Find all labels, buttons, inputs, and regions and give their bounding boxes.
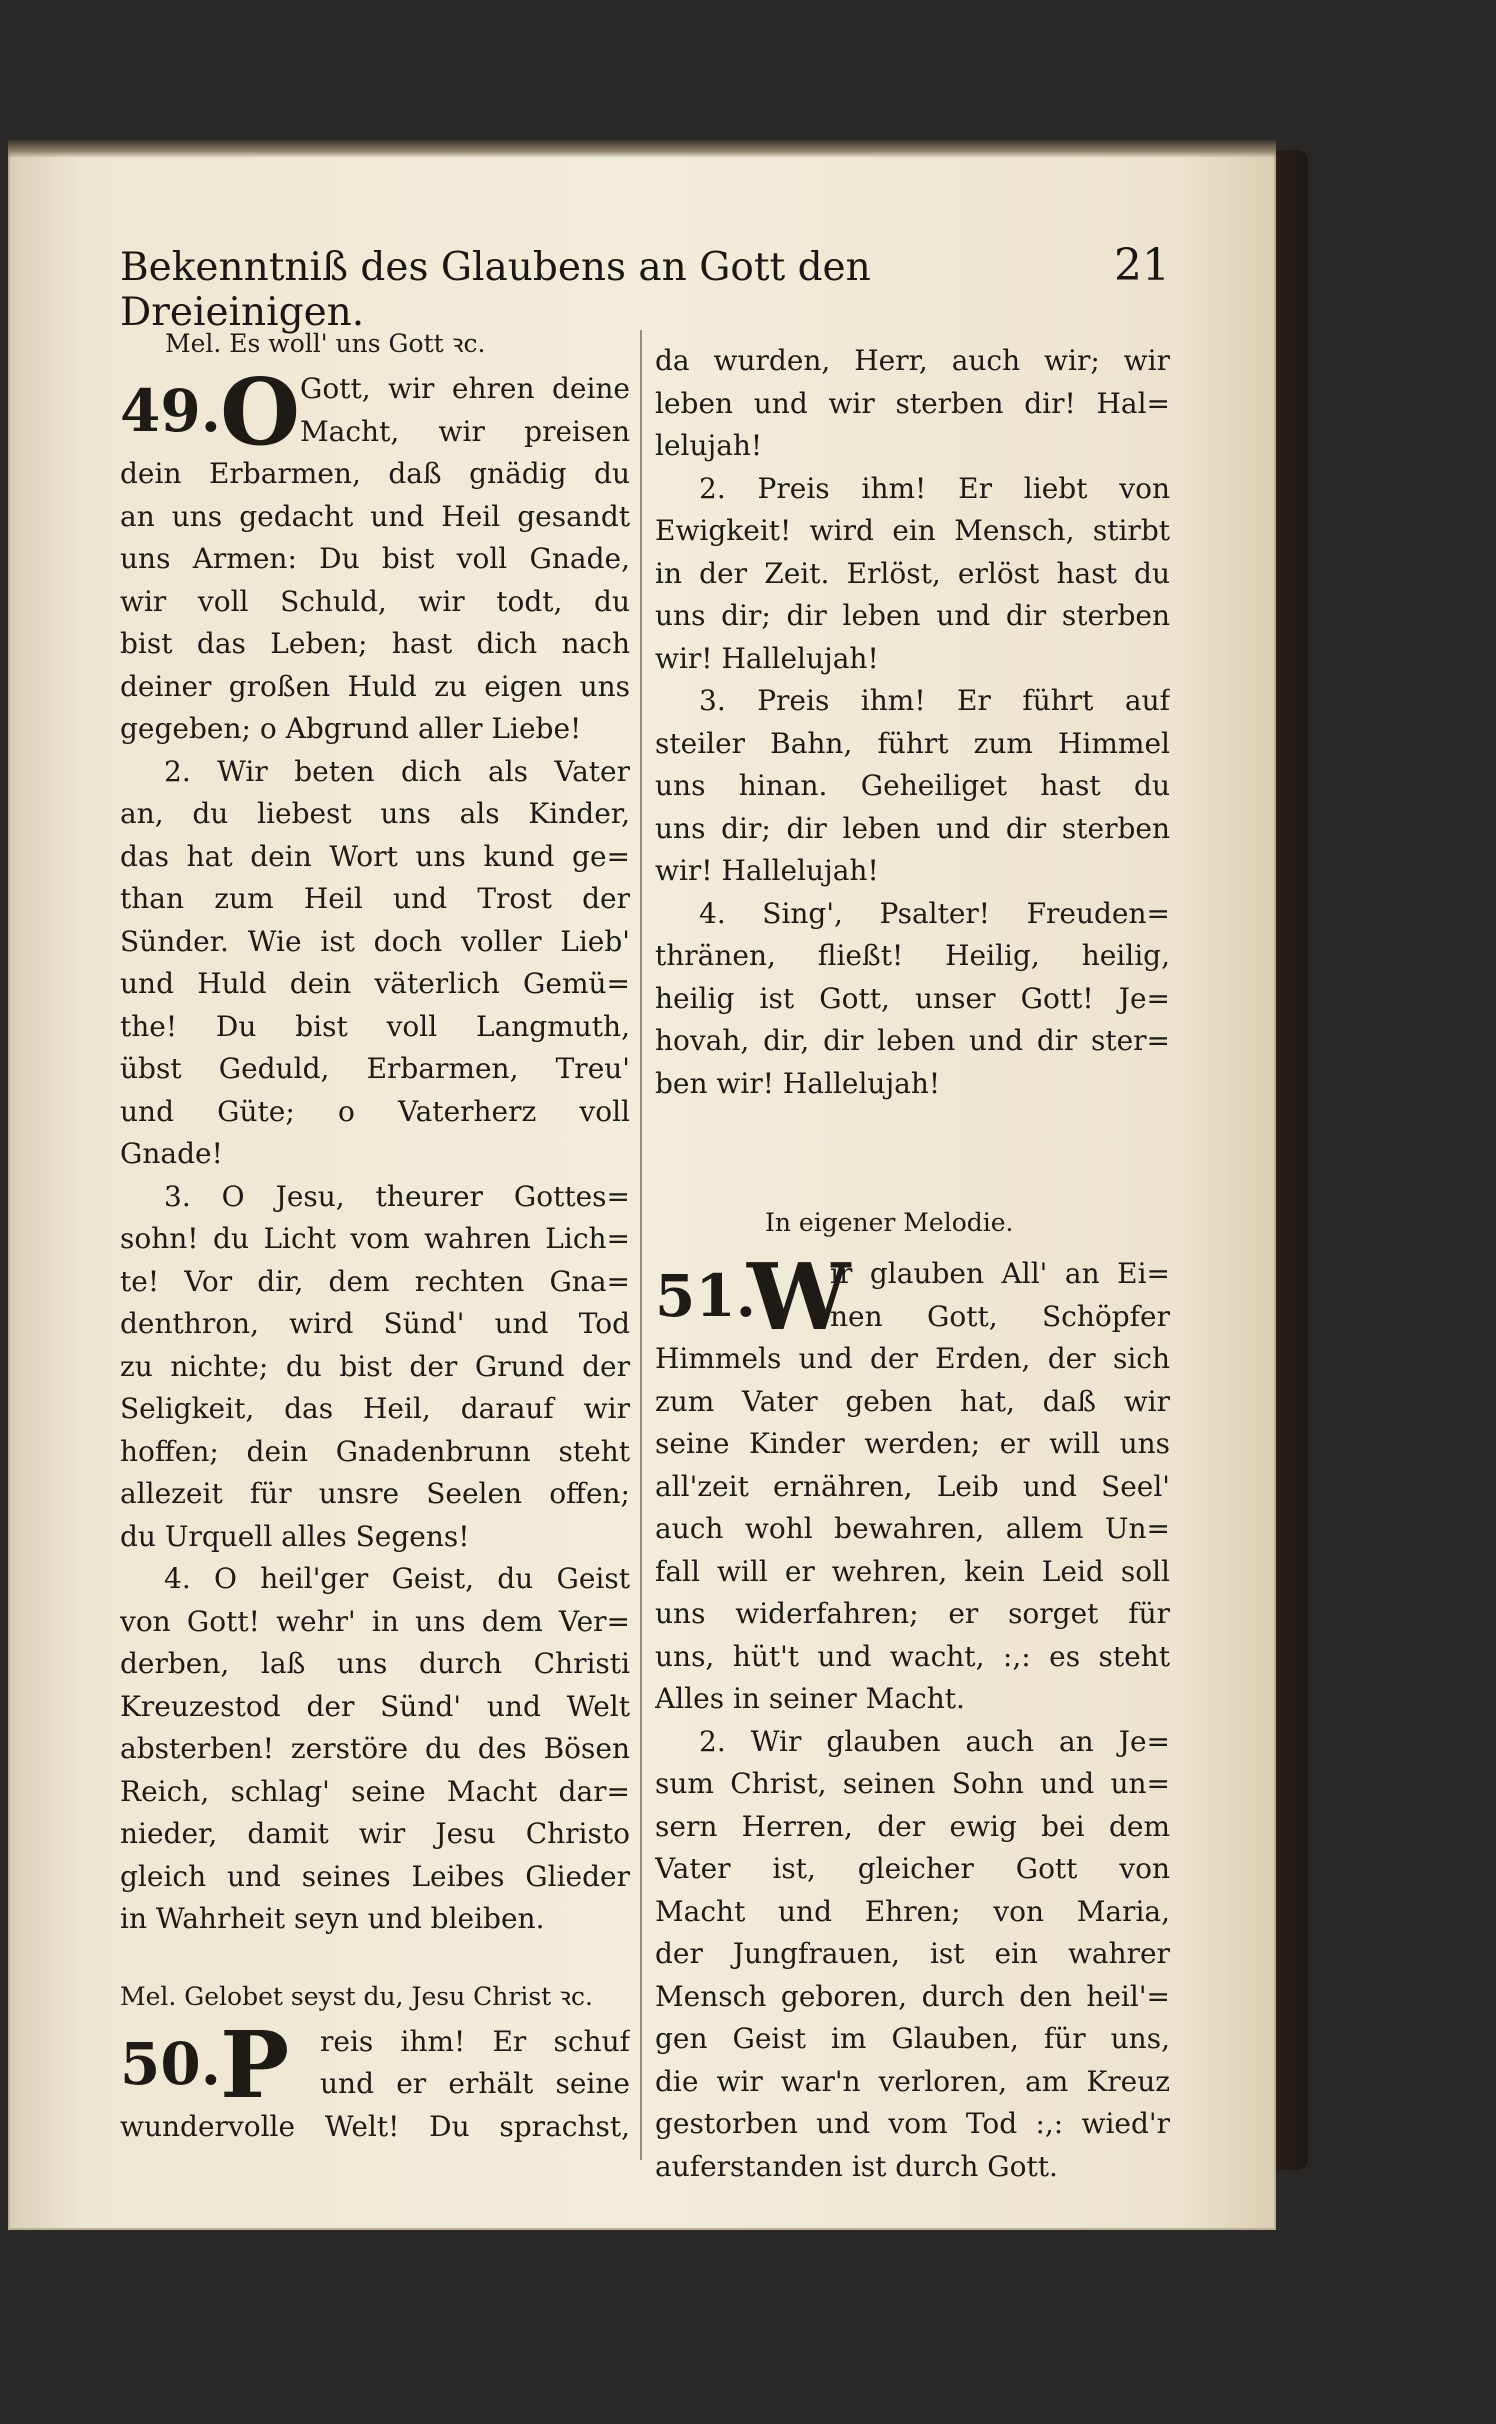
hymn-50-continuation <box>655 340 1170 1105</box>
hymn-51-line: auch wohl bewahren, allem Un= <box>655 1512 1170 1545</box>
hymn-49-line: denthron, wird Sünd' und Tod <box>120 1307 630 1340</box>
hymn-51-line: sern Herren, der ewig bei dem <box>655 1809 1170 1843</box>
hymn-49-line: Reich, schlag' seine Macht dar= <box>120 1774 630 1808</box>
hymn-51-head-lines <box>830 1253 1170 1338</box>
hymn-49-line: 4. O heil'ger Geist, du Geist <box>164 1562 630 1595</box>
hymn-50-line: hovah, dir, dir leben und dir ster= <box>655 1024 1170 1057</box>
hymn-50-line: uns dir; dir leben und dir sterben <box>655 599 1170 632</box>
hymn-51-melody: In eigener Melodie. <box>765 1208 1014 1237</box>
hymn-50-dropcap: P <box>220 2010 290 2119</box>
hymn-51-dropcap: W <box>747 1243 851 1351</box>
running-title: Bekenntniß des Glaubens an Gott den Dreieinigen. <box>120 245 871 335</box>
hymn-49-line: te! Vor dir, dem rechten Gna= <box>120 1264 630 1298</box>
hymn-50-line: wundervolle Welt! Du sprachst, <box>120 2109 630 2143</box>
hymn-49-text <box>120 453 630 1941</box>
hymn-50-line: uns hinan. Geheiliget hast du <box>655 769 1170 802</box>
hymn-49-line: gleich und seines Leibes Glieder <box>120 1859 630 1893</box>
hymn-50-melody: Mel. Gelobet seyst du, Jesu Christ ꝛc. <box>120 1981 593 2011</box>
hymn-49-heading <box>120 358 630 466</box>
hymn-49-line: Sünder. Wie ist doch voller Lieb' <box>120 924 630 958</box>
hymn-50-head-line: und er erhält seine <box>320 2067 630 2100</box>
hymn-49-line: du Urquell alles Segens! <box>120 1519 470 1553</box>
hymn-spacer <box>120 1941 630 1977</box>
hymn-49-number: 49. <box>120 377 221 445</box>
hymn-50-line: da wurden, Herr, auch wir; wir <box>655 344 1170 377</box>
hymn-49-line: deiner großen Huld zu eigen uns <box>120 669 630 703</box>
hymn-51-line: fall will er wehren, kein Leid soll <box>655 1554 1170 1588</box>
hymn-51-line: uns, hüt't und wacht, :,: es steht <box>655 1639 1170 1673</box>
hymn-51-line: gen Geist im Glauben, für uns, <box>655 2022 1170 2055</box>
hymn-50-line: uns dir; dir leben und dir sterben <box>655 811 1170 845</box>
hymn-51-number: 51. <box>655 1262 756 1330</box>
hymn-49-line: uns Armen: Du bist voll Gnade, <box>120 542 630 575</box>
hymn-49-line: allezeit für unsre Seelen offen; <box>120 1477 630 1510</box>
hymn-51-line: all'zeit ernähren, Leib und Seel' <box>655 1469 1170 1503</box>
hymn-51-text <box>655 1338 1170 2188</box>
hymn-51-line: zum Vater geben hat, daß wir <box>655 1384 1170 1418</box>
hymn-49-melody: Mel. Es woll' uns Gott ꝛc. <box>165 329 486 358</box>
hymn-49-head-line: Gott, wir ehren deine <box>300 372 630 405</box>
hymn-51-heading <box>655 1243 1170 1351</box>
hymn-49-line: 2. Wir beten dich als Vater <box>164 754 630 788</box>
hymn-51-head-line: nen Gott, Schöpfer <box>830 1299 1170 1333</box>
hymn-49-line: übst Geduld, Erbarmen, Treu' <box>120 1052 630 1085</box>
hymn-50-line: Ewigkeit! wird ein Mensch, stirbt <box>655 514 1170 547</box>
left-column <box>120 324 630 2148</box>
hymn-50-line: steiler Bahn, führt zum Himmel <box>655 726 1170 760</box>
hymn-51-line: sum Christ, seinen Sohn und un= <box>655 1767 1170 1800</box>
hymn-49-line: in Wahrheit seyn und bleiben. <box>120 1902 545 1935</box>
hymn-49-head-line: Macht, wir preisen <box>300 414 630 448</box>
hymn-50-line: lelujah! <box>655 429 763 462</box>
hymn-49-line: Gnade! <box>120 1137 223 1170</box>
hymn-49-line: und Huld dein väterlich Gemü= <box>120 967 630 1000</box>
hymn-49-line: an uns gedacht und Heil gesandt <box>120 499 630 533</box>
hymn-51-line: 2. Wir glauben auch an Je= <box>699 1724 1170 1758</box>
hymn-50-line: wir! Hallelujah! <box>655 641 879 675</box>
hymn-49-line: Seligkeit, das Heil, darauf wir <box>120 1392 630 1425</box>
hymn-49-line: dein Erbarmen, daß gnädig du <box>120 457 630 490</box>
right-column <box>655 340 1170 2188</box>
hymn-50-line: heilig ist Gott, unser Gott! Je= <box>655 981 1170 1015</box>
hymn-49-line: Kreuzestod der Sünd' und Welt <box>120 1689 630 1723</box>
hymn-49-line: gegeben; o Abgrund aller Liebe! <box>120 712 582 745</box>
hymn-50-line: wir! Hallelujah! <box>655 854 879 887</box>
hymn-51-line: der Jungfrauen, ist ein wahrer <box>655 1937 1170 1970</box>
page-top-binding <box>8 140 1276 158</box>
hymn-51-line: seine Kinder werden; er will uns <box>655 1427 1170 1460</box>
column-divider <box>640 330 642 2160</box>
hymn-49-line: zu nichte; du bist der Grund der <box>120 1349 630 1383</box>
hymn-50-line: ben wir! Hallelujah! <box>655 1066 941 1100</box>
hymn-50-text <box>120 2106 630 2149</box>
hymn-50-number: 50. <box>120 2029 221 2098</box>
hymn-51-line: Mensch geboren, durch den heil'= <box>655 1979 1170 2013</box>
hymn-49-line: bist das Leben; hast dich nach <box>120 627 630 660</box>
hymn-49-line: nieder, damit wir Jesu Christo <box>120 1817 630 1850</box>
hymn-49-line: von Gott! wehr' in uns dem Ver= <box>120 1604 630 1638</box>
hymn-50-line: in der Zeit. Erlöst, erlöst hast du <box>655 556 1170 590</box>
hymn-49-line: und Güte; o Vaterherz voll <box>120 1094 630 1128</box>
hymn-49-line: derben, laß uns durch Christi <box>120 1647 630 1680</box>
hymn-49-line: hoffen; dein Gnadenbrunn steht <box>120 1434 630 1468</box>
hymn-51-line: Alles in seiner Macht. <box>655 1682 965 1715</box>
hymn-51-line: Himmels und der Erden, der sich <box>655 1342 1170 1375</box>
hymn-50-line: 3. Preis ihm! Er führt auf <box>699 684 1170 717</box>
hymn-51-line: die wir war'n verloren, am Kreuz <box>655 2064 1170 2098</box>
hymn-50-line: 4. Sing', Psalter! Freuden= <box>699 896 1170 930</box>
hymn-50-line: leben und wir sterben dir! Hal= <box>655 386 1170 420</box>
hymn-51-head-line: ir glauben All' an Ei= <box>830 1257 1170 1290</box>
running-header <box>120 240 1170 335</box>
hymn-spacer <box>655 1105 1170 1203</box>
hymn-50-head-line: reis ihm! Er schuf <box>320 2024 630 2058</box>
hymn-49-dropcap: O <box>220 358 301 466</box>
hymn-49-line: an, du liebest uns als Kinder, <box>120 797 630 830</box>
hymn-51-line: Macht und Ehren; von Maria, <box>655 1894 1170 1928</box>
hymn-49-line: das hat dein Wort uns kund ge= <box>120 839 630 873</box>
hymn-49-line: 3. O Jesu, theurer Gottes= <box>164 1179 630 1213</box>
hymn-50-heading <box>120 2010 630 2119</box>
hymn-49-line: the! Du bist voll Langmuth, <box>120 1009 630 1043</box>
hymn-51-line: Vater ist, gleicher Gott von <box>655 1852 1170 1885</box>
hymn-51-line: gestorben und vom Tod :,: wied'r <box>655 2107 1170 2140</box>
hymn-49-line: wir voll Schuld, wir todt, du <box>120 584 630 618</box>
hymn-49-head-lines <box>300 368 630 453</box>
hymn-49-line: than zum Heil und Trost der <box>120 882 630 915</box>
hymn-49-line: sohn! du Licht vom wahren Lich= <box>120 1222 630 1255</box>
hymn-50-line: thränen, fließt! Heilig, heilig, <box>655 939 1170 972</box>
page-number: 21 <box>1114 240 1170 291</box>
hymn-51-line: auferstanden ist durch Gott. <box>655 2149 1058 2183</box>
hymn-51-line: uns widerfahren; er sorget für <box>655 1597 1170 1630</box>
hymn-50-line: 2. Preis ihm! Er liebt von <box>699 471 1170 505</box>
hymn-49-line: absterben! zerstöre du des Bösen <box>120 1732 630 1765</box>
hymn-50-head-lines <box>320 2021 630 2106</box>
